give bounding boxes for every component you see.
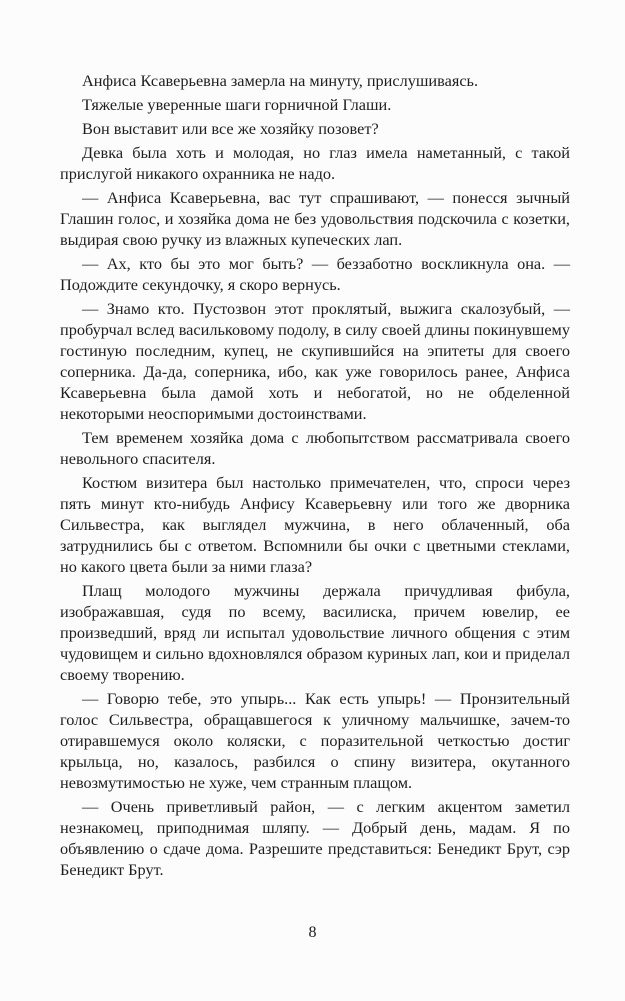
paragraph: Анфиса Ксаверьевна замерла на минуту, прислушиваясь. [82,71,479,90]
paragraph: Плащ молодого мужчины держала причудливая фибула, изображавшая, судя по всему, василиска, причем ювелир, ее произведший, вряд ли испытал удовольствие личного общения с этим чудовищем и сильно вдохновлялся образом куриных лап, кои и приделал своему творению. [60,581,570,684]
paragraph: Девка была хоть и молодая, но глаз имела наметанный, с такой прислугой никакого охранника не надо. [60,143,570,183]
paragraph: Вон выставит или все же хозяйку позовет? [82,119,379,138]
page-text [60,70,570,883]
paragraph: — Анфиса Ксаверьевна, вас тут спрашивают, — понесся зычный Глашин голос, и хозяйка дома не без удовольствия подскочила с козетки, выдирая свою ручку из влажных купеческих лап. [60,188,570,249]
paragraph: — Ах, кто бы это мог быть? — беззаботно воскликнула она. — Подождите секундочку, я скоро вернусь. [60,254,570,294]
paragraph: — Знамо кто. Пустозвон этот проклятый, выжига скалозубый, — пробурчал вслед васильковому подолу, в силу своей длины покинувшему гостиную последним, купец, не скупившийся на эпитеты для своего соперника. Да-да, соперника, ибо, как уже говорилось ранее, Анфиса Ксаверьевна была дамой хоть и небогатой, но не обделенной некоторыми неоспоримыми достоинствами. [60,299,570,423]
paragraph: Тем временем хозяйка дома с любопытством рассматривала своего невольного спасителя. [60,428,570,468]
paragraph: — Говорю тебе, это упырь... Как есть упырь! — Пронзительный голос Сильвестра, обращавшегося к уличному мальчишке, зачем-то отиравшемуся около коляски, с поразительной четкостью достиг крыльца, но, казалось, разбился о спину визитера, окутанного невозмутимостью не хуже, чем странным плащом. [60,689,570,792]
page-number: 8 [308,924,317,941]
paragraph: Тяжелые уверенные шаги горничной Глаши. [82,95,392,114]
paragraph: — Очень приветливый район, — с легким акцентом заметил незнакомец, приподнимая шляпу. — Добрый день, мадам. Я по объявлению о сдаче дома. Разрешите представиться: Бенедикт Брут, сэр Бенедикт Брут. [60,797,570,879]
paragraph: Костюм визитера был настолько примечателен, что, спроси через пять минут кто-нибудь Анфису Ксаверьевну или того же дворника Сильвестра, как выглядел мужчина, в него облаченный, оба затруднились бы с ответом. Вспомнили бы очки с цветными стеклами, но какого цвета были за ними глаза? [60,473,570,576]
